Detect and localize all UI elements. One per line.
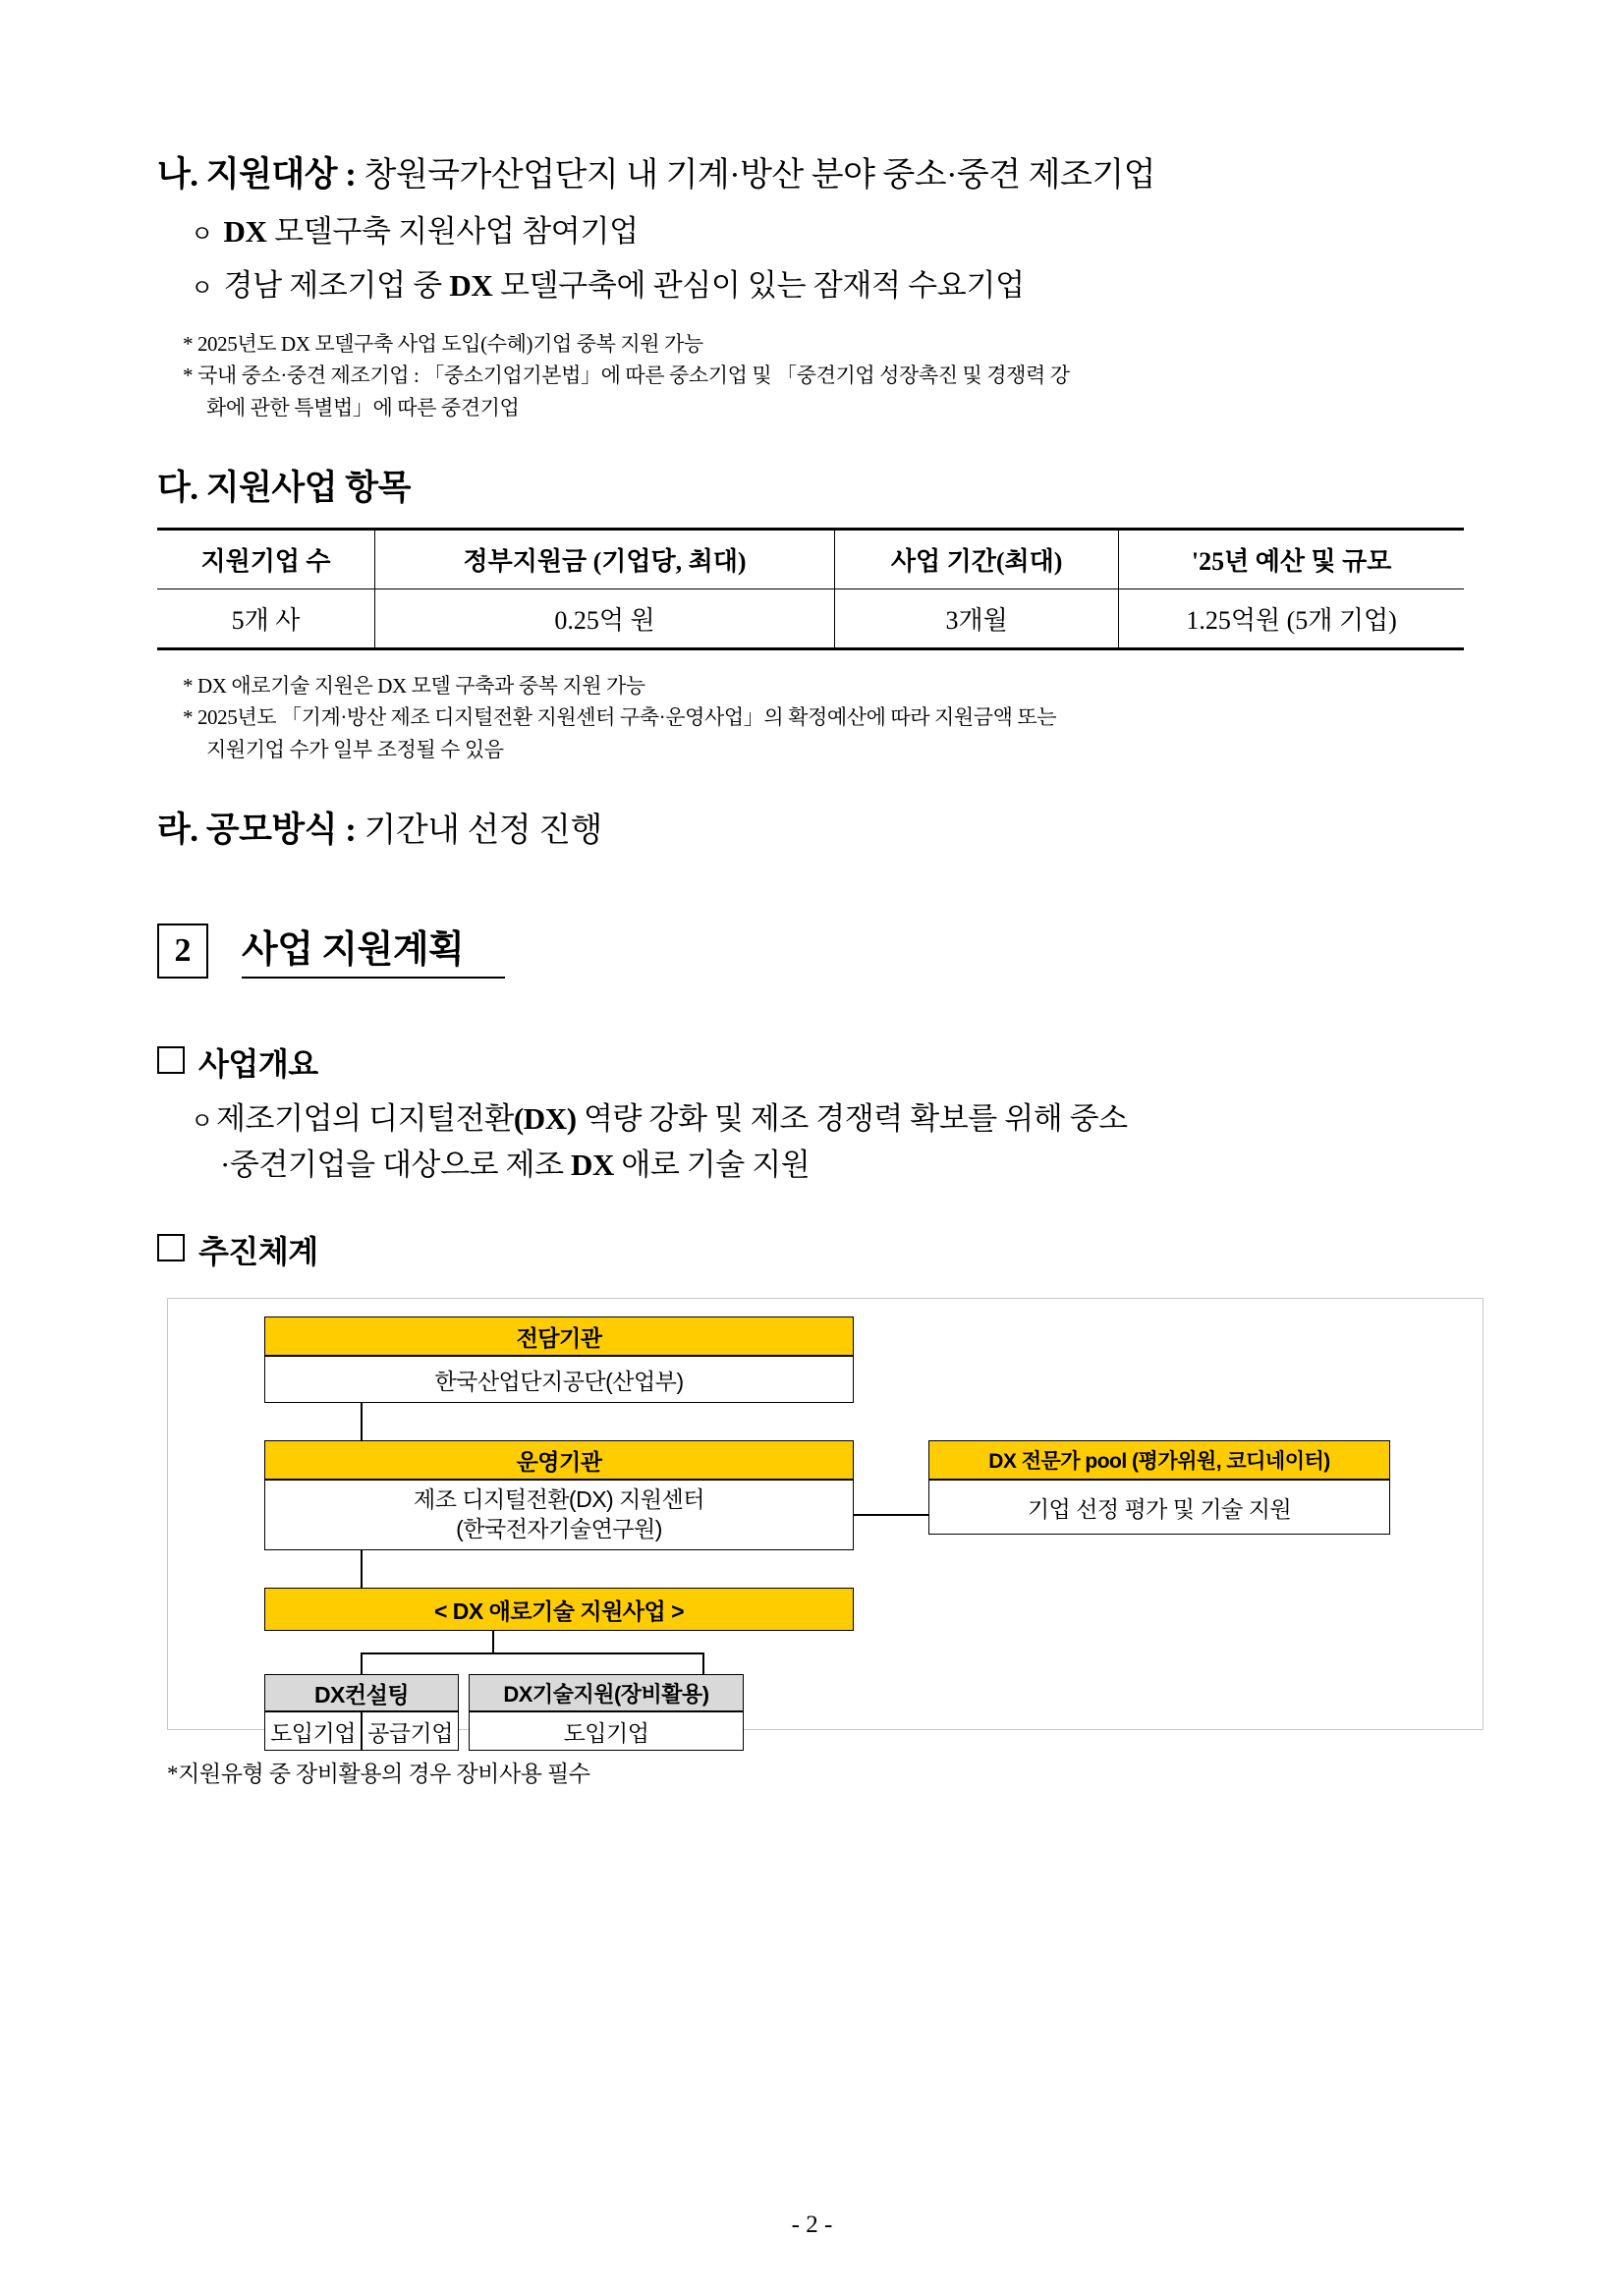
diagram-node-lead-title: 전담기관	[264, 1316, 854, 1356]
bullet-na-1	[191, 206, 1467, 251]
subsection-system-label: 추진체계	[198, 1234, 318, 1270]
support-items-table	[157, 528, 1464, 650]
section-heading-da	[157, 461, 1467, 510]
overview-paragraph	[191, 1096, 1458, 1188]
subsection-overview-label: 사업개요	[198, 1046, 318, 1083]
section-heading-na	[157, 147, 1467, 196]
circle-bullet-icon: ㅇ	[191, 222, 213, 248]
bullet-na-2-pre: 경남 제조기업 중	[223, 268, 450, 303]
section-ra-text: 기간내 선정 진행	[364, 812, 602, 850]
bullet-na-1-bold: DX	[223, 214, 267, 249]
overview-line1-bold: (DX)	[513, 1101, 577, 1137]
promotion-system-diagram	[167, 1298, 1484, 1746]
diagram-node-operator-body	[264, 1480, 854, 1550]
diagram-node-program: < DX 애로기술 지원사업 >	[264, 1588, 854, 1631]
bullet-na-2-rest: 모델구축에 관심이 있는 잠재적 수요기업	[492, 268, 1025, 303]
diagram-connector-operator-pool	[854, 1514, 928, 1516]
diagram-node-operator-title: 운영기관	[264, 1440, 854, 1480]
bullet-na-1-rest: 모델구축 지원사업 참여기업	[266, 214, 639, 249]
section-da-label: 다. 지원사업 항목	[157, 469, 411, 508]
table-header-cell-0: 지원기업 수	[157, 530, 375, 589]
table-header-row	[157, 530, 1464, 589]
table-cell-0-0: 5개 사	[157, 589, 375, 649]
table-cell-0-3: 1.25억원 (5개 기업)	[1119, 589, 1464, 649]
table-row	[157, 589, 1464, 649]
note-da-3: 지원기업 수가 일부 조정될 수 있음	[206, 737, 504, 761]
diagram-node-consulting-supplier: 공급기업	[362, 1711, 459, 1751]
circle-bullet-icon: ㅇ	[191, 276, 213, 302]
diagram-node-expert-pool-title: DX 전문가 pool (평가위원, 코디네이터)	[928, 1440, 1390, 1480]
square-bullet-icon	[157, 1234, 185, 1261]
section-na-label: 나. 지원대상 :	[157, 155, 357, 194]
note-na-2: * 국내 중소·중견 제조기업 : 「중소기업기본법」에 따른 중소기업 및 「중견기업 성장촉진 및 경쟁력 강	[183, 364, 1070, 388]
circle-bullet-icon: ㅇ	[191, 1109, 213, 1136]
overview-line1-pre: 제조기업의 디지털전환	[216, 1101, 514, 1137]
note-da-2: * 2025년도 「기계·방산 제조 디지털전환 지원센터 구축·운영사업」의 확정예산에 따라 지원금액 또는	[183, 705, 1057, 730]
overview-line2-bold: DX	[570, 1147, 614, 1182]
diagram-connector-program-down	[492, 1631, 494, 1652]
note-na-3: 화에 관한 특별법」에 따른 중견기업	[206, 395, 520, 420]
subsection-system-heading	[157, 1227, 1467, 1272]
diagram-footnote: *지원유형 중 장비활용의 경우 장비사용 필수	[167, 1762, 590, 1787]
diagram-connector-branch-right	[702, 1652, 704, 1674]
bullet-na-2-bold: DX	[449, 268, 493, 303]
diagram-node-operator-body-line2: (한국전자기술연구원)	[456, 1516, 662, 1542]
diagram-connector-lead-operator	[361, 1403, 363, 1440]
section-2-header	[157, 919, 1467, 979]
table-header-cell-3: '25년 예산 및 규모	[1119, 530, 1464, 589]
table-header-cell-2: 사업 기간(최대)	[835, 530, 1119, 589]
section-ra-label: 라. 공모방식 :	[157, 811, 357, 850]
diagram-node-expert-pool-body: 기업 선정 평가 및 기술 지원	[928, 1480, 1390, 1535]
overview-line2-post: 애로 기술 지원	[613, 1147, 811, 1182]
diagram-node-operator-body-line1: 제조 디지털전환(DX) 지원센터	[414, 1486, 704, 1513]
table-cell-0-2: 3개월	[835, 589, 1119, 649]
section-2-title: 사업 지원계획	[242, 919, 505, 979]
overview-line2	[220, 1143, 1458, 1189]
diagram-node-consulting-title: DX컨설팅	[264, 1674, 459, 1711]
overview-line1-post: 역량 강화 및 제조 경쟁력 확보를 위해 중소	[576, 1101, 1128, 1137]
diagram-node-lead-body: 한국산업단지공단(산업부)	[264, 1356, 854, 1403]
page-number: - 2 -	[791, 2212, 833, 2238]
diagram-connector-branch-left	[361, 1652, 363, 1674]
diagram-node-tech-title: DX기술지원(장비활용)	[469, 1674, 744, 1711]
subsection-overview-heading	[157, 1039, 1467, 1085]
section-heading-ra	[157, 803, 1467, 852]
bullet-na-2	[191, 260, 1467, 305]
note-na-1: * 2025년도 DX 모델구축 사업 도입(수혜)기업 중복 지원 가능	[183, 332, 703, 356]
note-da-1: * DX 애로기술 지원은 DX 모델 구축과 중복 지원 가능	[183, 674, 645, 699]
square-bullet-icon	[157, 1046, 185, 1074]
table-header-cell-1: 정부지원금 (기업당, 최대)	[375, 530, 835, 589]
overview-line2-pre: ·중견기업을 대상으로 제조	[220, 1147, 571, 1182]
table-cell-0-1: 0.25억 원	[375, 589, 835, 649]
diagram-connector-operator-program	[361, 1550, 363, 1588]
diagram-connector-branch	[361, 1652, 704, 1654]
diagram-node-consulting-adopter: 도입기업	[264, 1711, 362, 1751]
section-na-text: 창원국가산업단지 내 기계·방산 분야 중소·중견 제조기업	[364, 157, 1156, 194]
section-2-number: 2	[157, 924, 208, 979]
diagram-node-tech-body: 도입기업	[469, 1711, 744, 1751]
